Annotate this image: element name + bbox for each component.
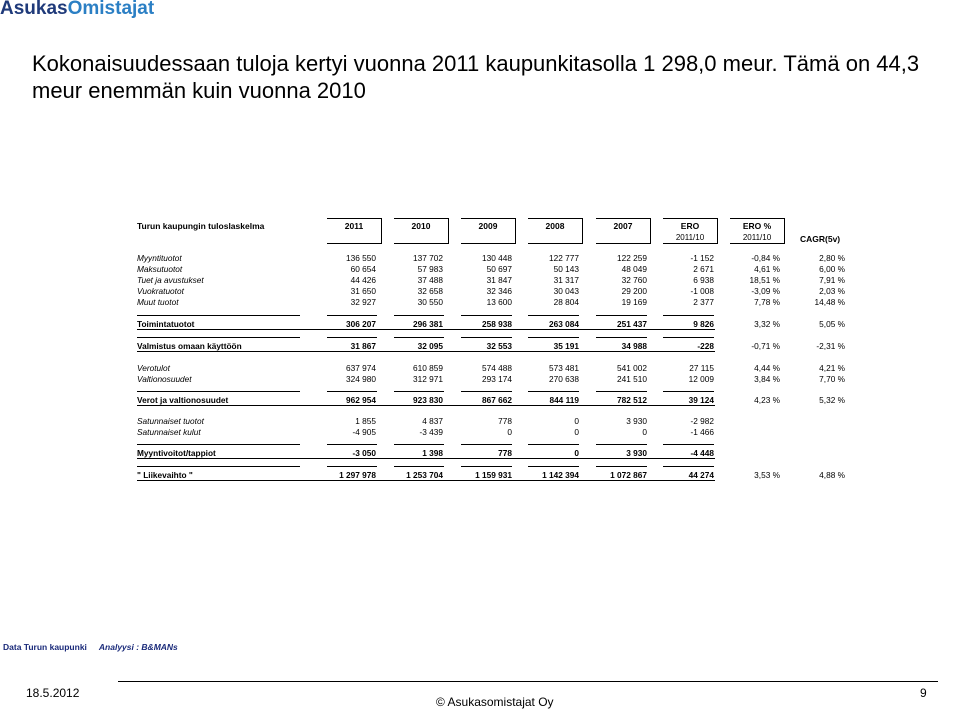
table-cell: -3 439 bbox=[419, 427, 443, 437]
table-cell: -4 905 bbox=[352, 427, 376, 437]
table-row bbox=[137, 297, 852, 308]
table-cell: 19 169 bbox=[621, 297, 647, 307]
table-cell: 3,53 % bbox=[754, 470, 780, 480]
table-cell: 136 550 bbox=[346, 253, 376, 263]
table-cell: -2,31 % bbox=[816, 341, 845, 351]
table-cell: 1 072 867 bbox=[610, 470, 647, 480]
table-cell: 4,44 % bbox=[754, 363, 780, 373]
brand-logo bbox=[0, 0, 154, 20]
row-label: Myyntituotot bbox=[137, 253, 182, 263]
row-separator-line bbox=[394, 466, 444, 467]
table-cell: 4 837 bbox=[422, 416, 443, 426]
table-row bbox=[137, 448, 852, 459]
table-row bbox=[137, 286, 852, 297]
table-cell: 122 777 bbox=[549, 253, 579, 263]
table-cell: 44 274 bbox=[688, 470, 714, 480]
table-cell: 2,80 % bbox=[819, 253, 845, 263]
table-cell: 32 927 bbox=[350, 297, 376, 307]
table-cell: 137 702 bbox=[413, 253, 443, 263]
footer-divider bbox=[118, 681, 938, 682]
row-label: Tuet ja avustukset bbox=[137, 275, 204, 285]
table-cell: 31 317 bbox=[553, 275, 579, 285]
row-separator-line bbox=[137, 444, 300, 445]
table-cell: 34 988 bbox=[621, 341, 647, 351]
column-header-border bbox=[394, 218, 449, 244]
table-cell: 4,21 % bbox=[819, 363, 845, 373]
row-separator-line bbox=[137, 391, 300, 392]
table-row bbox=[137, 374, 852, 385]
table-row bbox=[137, 341, 852, 352]
row-underline bbox=[137, 351, 715, 352]
brand-logo-part2: Omistajat bbox=[67, 0, 155, 19]
table-cell: 5,32 % bbox=[819, 395, 845, 405]
table-cell: 962 954 bbox=[346, 395, 376, 405]
row-separator-line bbox=[327, 315, 377, 316]
table-row bbox=[137, 275, 852, 286]
table-cell: 35 191 bbox=[553, 341, 579, 351]
table-cell: 324 980 bbox=[346, 374, 376, 384]
table-cell: -1 466 bbox=[690, 427, 714, 437]
row-separator-line bbox=[663, 391, 714, 392]
table-cell: -0,71 % bbox=[751, 341, 780, 351]
table-cell: 50 697 bbox=[486, 264, 512, 274]
row-label: Satunnaiset tuotot bbox=[137, 416, 204, 426]
table-cell: 2 377 bbox=[693, 297, 714, 307]
footer-date: 18.5.2012 bbox=[26, 686, 80, 700]
column-header-label: 2011 bbox=[344, 221, 364, 231]
table-cell: 18,51 % bbox=[749, 275, 780, 285]
table-heading: Turun kaupungin tuloslaskelma bbox=[137, 221, 265, 231]
cagr-header: CAGR(5v) bbox=[800, 234, 841, 244]
table-cell: -0,84 % bbox=[751, 253, 780, 263]
table-cell: 12 009 bbox=[688, 374, 714, 384]
analysis-text: Analyysi : B&MANs bbox=[98, 642, 178, 652]
table-cell: 44 426 bbox=[350, 275, 376, 285]
table-cell: 6,00 % bbox=[819, 264, 845, 274]
table-cell: 1 253 704 bbox=[406, 470, 443, 480]
table-cell: -3,09 % bbox=[751, 286, 780, 296]
table-cell: -1 008 bbox=[690, 286, 714, 296]
row-underline bbox=[137, 329, 715, 330]
table-cell: 258 938 bbox=[482, 319, 512, 329]
table-cell: 57 983 bbox=[417, 264, 443, 274]
row-separator-line bbox=[528, 444, 579, 445]
table-row bbox=[137, 470, 852, 481]
table-row bbox=[137, 427, 852, 438]
table-cell: 306 207 bbox=[346, 319, 376, 329]
table-cell: 27 115 bbox=[689, 363, 714, 373]
row-separator-line bbox=[461, 444, 512, 445]
table-cell: 1 398 bbox=[422, 448, 443, 458]
table-cell: 2,03 % bbox=[819, 286, 845, 296]
row-separator-line bbox=[596, 315, 647, 316]
table-cell: 573 481 bbox=[549, 363, 579, 373]
table-cell: 3,32 % bbox=[754, 319, 780, 329]
table-cell: 5,05 % bbox=[819, 319, 845, 329]
row-label: Valtionosuudet bbox=[137, 374, 192, 384]
table-cell: 923 830 bbox=[413, 395, 443, 405]
column-header-border bbox=[596, 218, 651, 244]
table-cell: 0 bbox=[574, 416, 579, 426]
table-cell: 7,70 % bbox=[819, 374, 845, 384]
footer-copyright: © Asukasomistajat Oy bbox=[436, 695, 554, 709]
row-label: Maksutuotot bbox=[137, 264, 183, 274]
table-cell: 1 159 931 bbox=[475, 470, 512, 480]
table-cell: 637 974 bbox=[346, 363, 376, 373]
table-cell: 867 662 bbox=[482, 395, 512, 405]
table-cell: 30 550 bbox=[417, 297, 443, 307]
table-cell: 778 bbox=[498, 416, 512, 426]
table-cell: 1 297 978 bbox=[339, 470, 376, 480]
table-row bbox=[137, 264, 852, 275]
column-header-border bbox=[663, 218, 718, 244]
table-cell: 296 381 bbox=[413, 319, 443, 329]
column-header-border bbox=[461, 218, 516, 244]
row-separator-line bbox=[663, 466, 714, 467]
row-separator-line bbox=[663, 315, 714, 316]
table-cell: 9 826 bbox=[693, 319, 714, 329]
table-cell: 263 084 bbox=[549, 319, 579, 329]
row-separator-line bbox=[528, 466, 579, 467]
brand-logo-part1: Asukas bbox=[0, 0, 68, 19]
row-label: Toimintatuotot bbox=[137, 319, 195, 329]
row-separator-line bbox=[663, 337, 714, 338]
row-separator-line bbox=[137, 337, 300, 338]
table-cell: 3 930 bbox=[626, 416, 647, 426]
table-cell: 0 bbox=[574, 427, 579, 437]
table-cell: 241 510 bbox=[617, 374, 647, 384]
table-cell: 0 bbox=[574, 448, 579, 458]
row-label: Valmistus omaan käyttöön bbox=[137, 341, 242, 351]
table-cell: 48 049 bbox=[621, 264, 647, 274]
row-label: Verotulot bbox=[137, 363, 170, 373]
column-header-label: ERO % bbox=[742, 221, 772, 231]
table-cell: 7,78 % bbox=[754, 297, 780, 307]
table-row bbox=[137, 363, 852, 374]
table-cell: 30 043 bbox=[553, 286, 579, 296]
table-cell: 28 804 bbox=[553, 297, 579, 307]
table-cell: -1 152 bbox=[690, 253, 714, 263]
table-cell: 574 488 bbox=[482, 363, 512, 373]
table-row bbox=[137, 319, 852, 330]
table-row bbox=[137, 395, 852, 406]
row-separator-line bbox=[596, 444, 647, 445]
table-cell: 39 124 bbox=[688, 395, 714, 405]
table-cell: 32 553 bbox=[486, 341, 512, 351]
table-cell: 50 143 bbox=[553, 264, 579, 274]
column-header-label: 2008 bbox=[545, 221, 565, 231]
row-separator-line bbox=[596, 466, 647, 467]
column-header-label: 2007 bbox=[613, 221, 633, 231]
row-separator-line bbox=[327, 391, 377, 392]
column-header-label: 2010 bbox=[411, 221, 431, 231]
column-header-label: 2009 bbox=[478, 221, 498, 231]
table-cell: 3 930 bbox=[626, 448, 647, 458]
table-cell: 60 654 bbox=[350, 264, 376, 274]
row-separator-line bbox=[461, 391, 512, 392]
table-cell: 312 971 bbox=[413, 374, 443, 384]
column-header-label: ERO bbox=[680, 221, 700, 231]
row-label: Vuokratuotot bbox=[137, 286, 184, 296]
row-separator-line bbox=[528, 315, 579, 316]
page-number: 9 bbox=[920, 686, 927, 700]
row-separator-line bbox=[663, 444, 714, 445]
table-cell: 1 855 bbox=[355, 416, 376, 426]
table-cell: 32 095 bbox=[417, 341, 443, 351]
column-header-sublabel: 2011/10 bbox=[675, 233, 705, 242]
table-header bbox=[137, 215, 852, 245]
row-separator-line bbox=[327, 444, 377, 445]
table-cell: 6 938 bbox=[693, 275, 714, 285]
row-underline bbox=[137, 480, 715, 481]
column-header-sublabel: 2011/10 bbox=[742, 233, 772, 242]
table-cell: 13 600 bbox=[486, 297, 512, 307]
row-label: " Liikevaihto " bbox=[137, 470, 193, 480]
table-cell: 4,23 % bbox=[754, 395, 780, 405]
row-separator-line bbox=[327, 337, 377, 338]
table-cell: 7,91 % bbox=[819, 275, 845, 285]
table-cell: 32 658 bbox=[417, 286, 443, 296]
table-cell: 130 448 bbox=[482, 253, 512, 263]
table-cell: 0 bbox=[507, 427, 512, 437]
table-cell: -2 982 bbox=[690, 416, 714, 426]
table-cell: -228 bbox=[697, 341, 714, 351]
table-cell: 29 200 bbox=[621, 286, 647, 296]
row-separator-line bbox=[394, 391, 444, 392]
table-cell: 844 119 bbox=[549, 395, 579, 405]
source-text: Data Turun kaupunki bbox=[3, 642, 87, 652]
table-cell: 251 437 bbox=[617, 319, 647, 329]
table-cell: 4,61 % bbox=[754, 264, 780, 274]
table-cell: 610 859 bbox=[413, 363, 443, 373]
slide-title: Kokonaisuudessaan tuloja kertyi vuonna 2011 kaupunkitasolla 1 298,0 meur. Tämä on 44,3 meur enemmän kuin vuonna 2010 bbox=[32, 51, 920, 103]
row-separator-line bbox=[394, 337, 444, 338]
row-separator-line bbox=[137, 315, 300, 316]
table-cell: 122 259 bbox=[617, 253, 647, 263]
table-cell: 14,48 % bbox=[814, 297, 845, 307]
row-separator-line bbox=[596, 391, 647, 392]
row-label: Myyntivoitot/tappiot bbox=[137, 448, 216, 458]
table-cell: 4,88 % bbox=[819, 470, 845, 480]
table-cell: 541 002 bbox=[617, 363, 647, 373]
table-cell: 293 174 bbox=[482, 374, 512, 384]
table-cell: 31 847 bbox=[486, 275, 512, 285]
row-separator-line bbox=[528, 391, 579, 392]
row-label: Verot ja valtionosuudet bbox=[137, 395, 229, 405]
table-cell: 31 650 bbox=[350, 286, 376, 296]
row-separator-line bbox=[461, 315, 512, 316]
row-separator-line bbox=[528, 337, 579, 338]
table-cell: -3 050 bbox=[352, 448, 376, 458]
table-cell: 31 867 bbox=[350, 341, 376, 351]
row-label: Muut tuotot bbox=[137, 297, 179, 307]
row-separator-line bbox=[461, 466, 512, 467]
row-underline bbox=[137, 458, 715, 459]
row-label: Satunnaiset kulut bbox=[137, 427, 201, 437]
table-cell: 778 bbox=[498, 448, 512, 458]
footer-source bbox=[3, 642, 178, 652]
table-cell: 37 488 bbox=[417, 275, 443, 285]
table-row bbox=[137, 253, 852, 264]
table-cell: 270 638 bbox=[549, 374, 579, 384]
table-row bbox=[137, 416, 852, 427]
row-separator-line bbox=[394, 444, 444, 445]
column-header-border bbox=[327, 218, 382, 244]
table-cell: 3,84 % bbox=[754, 374, 780, 384]
table-cell: -4 448 bbox=[690, 448, 714, 458]
row-underline bbox=[137, 405, 715, 406]
table-cell: 1 142 394 bbox=[542, 470, 579, 480]
row-separator-line bbox=[327, 466, 377, 467]
table-cell: 32 346 bbox=[486, 286, 512, 296]
row-separator-line bbox=[137, 466, 300, 467]
column-header-border bbox=[730, 218, 785, 244]
table-cell: 32 760 bbox=[621, 275, 647, 285]
column-header-border bbox=[528, 218, 583, 244]
table-cell: 2 671 bbox=[693, 264, 714, 274]
table-cell: 0 bbox=[642, 427, 647, 437]
row-separator-line bbox=[461, 337, 512, 338]
row-separator-line bbox=[394, 315, 444, 316]
table-cell: 782 512 bbox=[617, 395, 647, 405]
row-separator-line bbox=[596, 337, 647, 338]
